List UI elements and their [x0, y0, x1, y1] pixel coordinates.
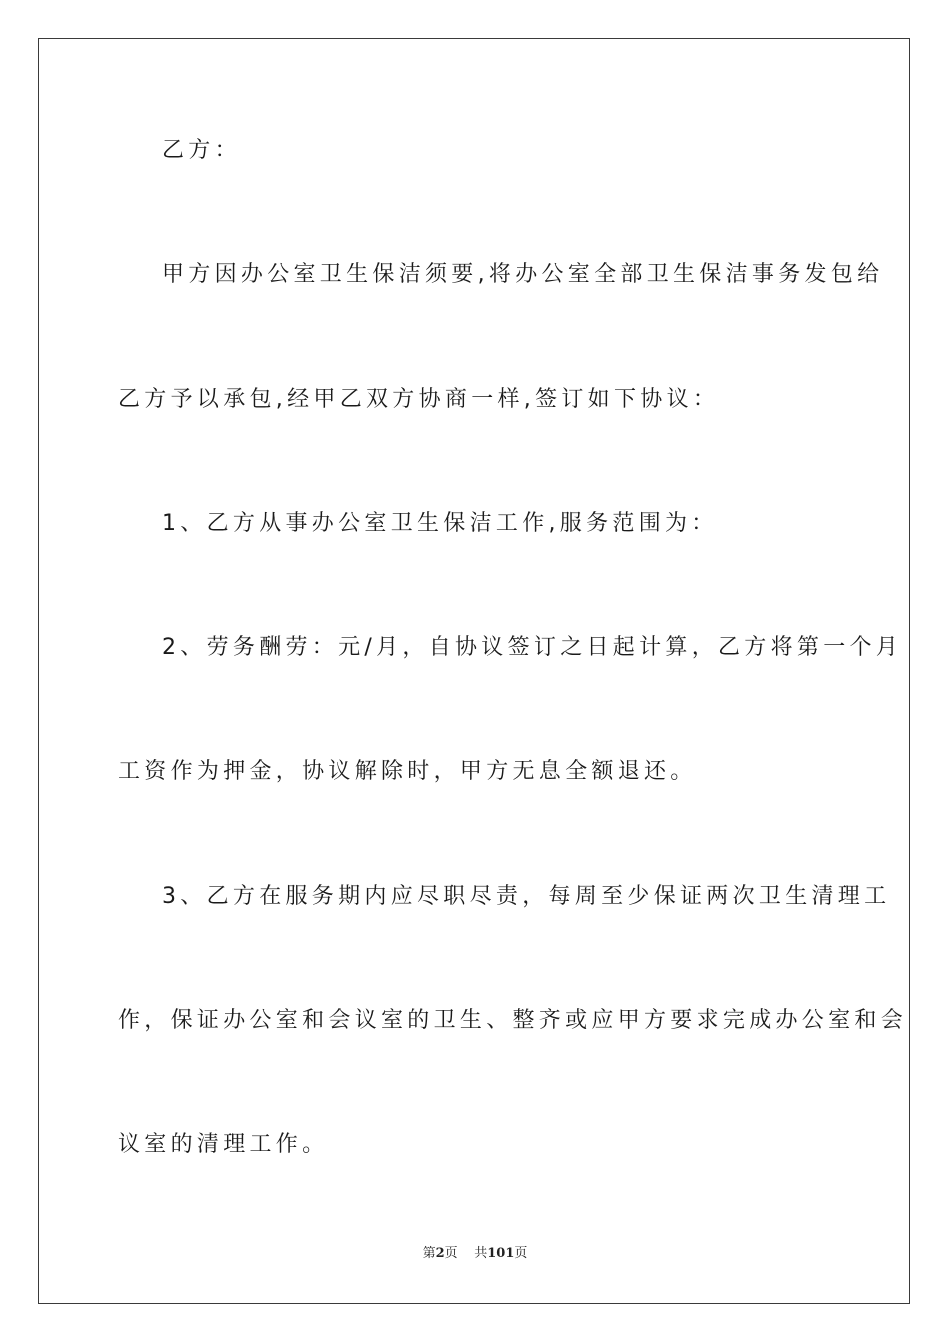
paragraph-line-intro-2: 乙方予以承包,经甲乙双方协商一样,签订如下协议：	[118, 387, 720, 412]
page-prefix: 第	[422, 1246, 436, 1261]
page-border	[38, 38, 910, 1304]
total-suffix: 页	[514, 1246, 528, 1261]
clause-3-line-1: 3、乙方在服务期内应尽职尽责，每周至少保证两次卫生清理工	[162, 884, 891, 909]
page-number: 2	[435, 1246, 445, 1261]
total-prefix: 共	[474, 1246, 488, 1261]
total-pages: 101	[487, 1246, 515, 1261]
page-suffix: 页	[444, 1246, 458, 1261]
page-footer	[0, 1245, 950, 1263]
party-b-label: 乙方：	[162, 138, 241, 163]
clause-3-line-2: 作，保证办公室和会议室的卫生、整齐或应甲方要求完成办公室和会	[118, 1008, 908, 1033]
clause-2-line-2: 工资作为押金，协议解除时，甲方无息全额退还。	[118, 759, 697, 784]
paragraph-line-intro-1: 甲方因办公室卫生保洁须要,将办公室全部卫生保洁事务发包给	[162, 262, 884, 287]
clause-2-line-1: 2、劳务酬劳：元/月，自协议签订之日起计算，乙方将第一个月	[162, 635, 903, 660]
clause-3-line-3: 议室的清理工作。	[118, 1132, 329, 1157]
clause-1-line: 1、乙方从事办公室卫生保洁工作,服务范围为：	[162, 511, 718, 536]
